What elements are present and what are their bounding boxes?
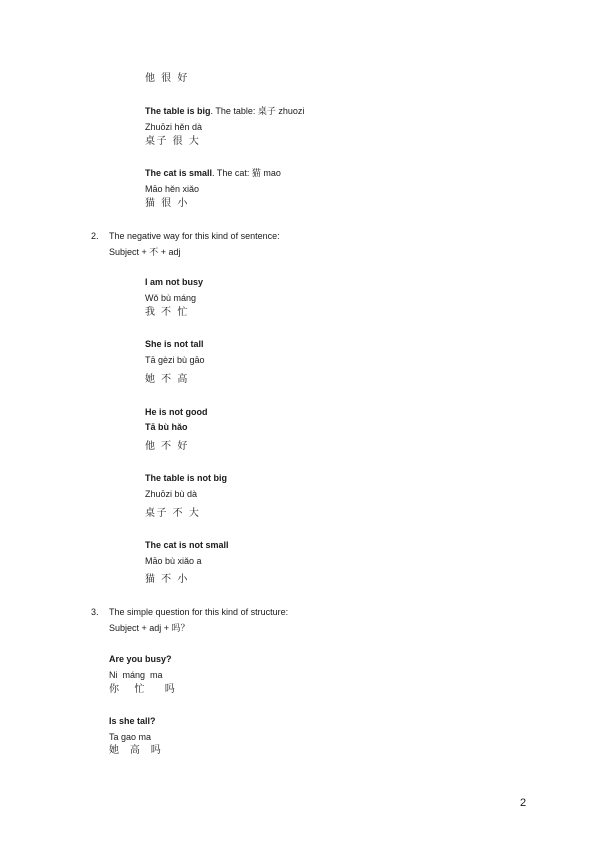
example-english: Are you busy? bbox=[109, 654, 172, 664]
example-pinyin: Ni máng ma bbox=[109, 670, 163, 680]
example-english: She is not tall bbox=[145, 339, 204, 349]
english-rest: . The cat: 猫 mao bbox=[212, 168, 281, 178]
section-heading: The negative way for this kind of sentence: bbox=[109, 231, 280, 241]
example-pinyin: Māo hěn xiǎo bbox=[145, 184, 200, 194]
example-english: The cat is not small bbox=[145, 540, 229, 550]
example-hanzi: 猫 不 小 bbox=[145, 574, 189, 585]
example-pinyin: Tā bù hǎo bbox=[145, 422, 188, 432]
example-pinyin: Ta gao ma bbox=[109, 732, 152, 742]
example-hanzi: 桌子 很 大 bbox=[145, 136, 201, 147]
example-pinyin: Tā gèzi bù gāo bbox=[145, 355, 205, 365]
english-bold: The table is big bbox=[145, 106, 211, 116]
example-hanzi: 我 不 忙 bbox=[145, 307, 189, 318]
example-english bbox=[145, 105, 304, 117]
example-pinyin: Wǒ bù máng bbox=[145, 293, 197, 303]
example-hanzi: 她 高 吗 bbox=[109, 745, 163, 756]
example-english: He is not good bbox=[145, 407, 208, 417]
example-english: I am not busy bbox=[145, 277, 204, 287]
section-heading: The simple question for this kind of structure: bbox=[109, 607, 289, 617]
section-number: 3. bbox=[91, 607, 99, 617]
section-formula: Subject + 不 + adj bbox=[109, 247, 181, 257]
example-english: The table is not big bbox=[145, 473, 228, 483]
section-formula: Subject + adj + 吗？ bbox=[109, 623, 190, 633]
english-rest: . The table: 桌子 zhuozi bbox=[210, 106, 305, 116]
example-hanzi: 她 不 高 bbox=[145, 374, 189, 385]
example-pinyin: Māo bù xiǎo a bbox=[145, 556, 202, 566]
example-english: Is she tall? bbox=[109, 716, 156, 726]
example-hanzi: 桌子 不 大 bbox=[145, 508, 201, 519]
page-number: 2 bbox=[520, 797, 527, 809]
example-hanzi: 他 不 好 bbox=[145, 441, 189, 452]
english-bold: The cat is small bbox=[145, 168, 213, 178]
example-pinyin: Zhuōzi bù dà bbox=[145, 489, 198, 499]
example-hanzi: 他 很 好 bbox=[145, 73, 189, 84]
example-hanzi: 猫 很 小 bbox=[145, 198, 189, 209]
example-english bbox=[145, 167, 281, 179]
section-number: 2. bbox=[91, 231, 99, 241]
example-pinyin: Zhuōzi hěn dà bbox=[145, 122, 203, 132]
example-hanzi: 你 忙 吗 bbox=[109, 684, 177, 695]
